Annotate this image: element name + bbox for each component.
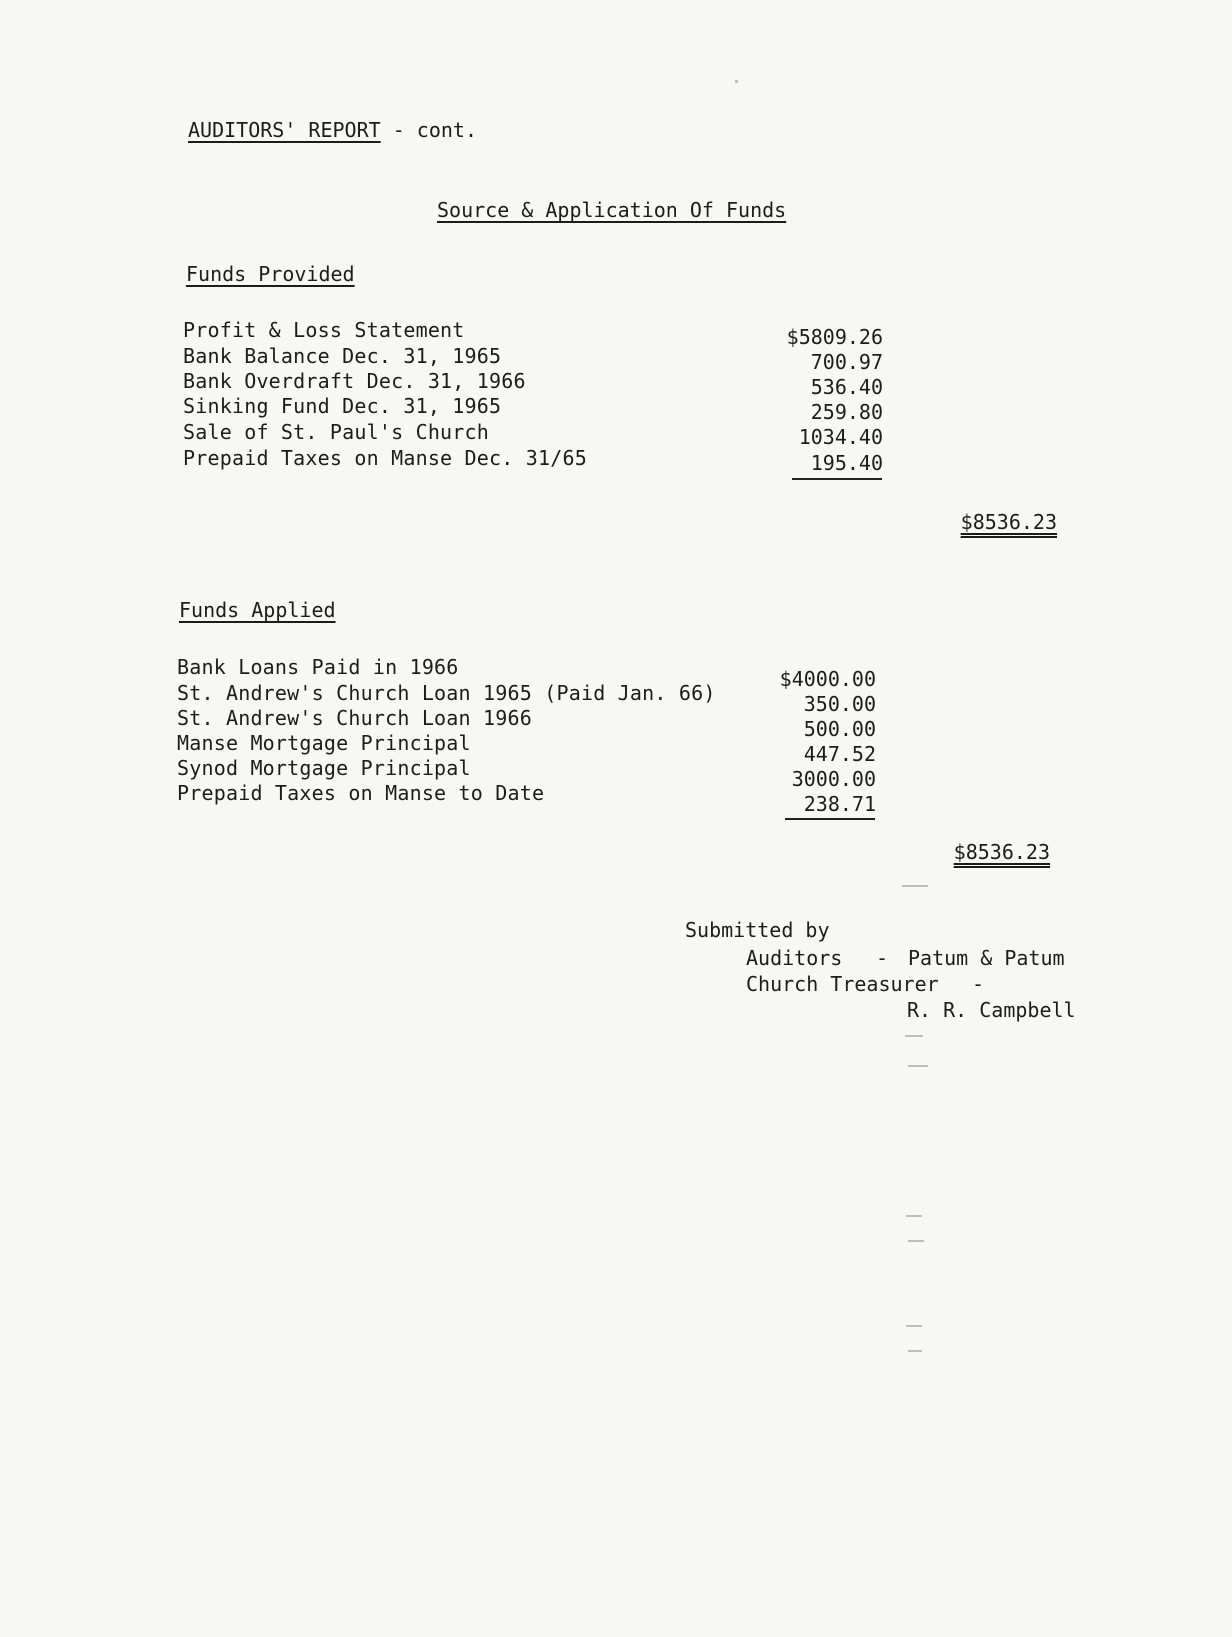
treasurer-name: R. R. Campbell (907, 998, 1076, 1022)
submitted-by: Submitted by (685, 918, 830, 942)
paper-mark (908, 1065, 928, 1067)
funds-applied-row-amount: 500.00 (803, 717, 876, 741)
subtotal-rule (792, 478, 882, 480)
funds-provided-row-amount: 536.40 (810, 375, 883, 399)
paper-mark (735, 80, 738, 83)
auditors-dash: - (876, 946, 889, 970)
funds-applied-row-label: Prepaid Taxes on Manse to Date (177, 781, 545, 805)
funds-provided-heading: Funds Provided (186, 262, 355, 286)
paper-mark (908, 1350, 922, 1352)
funds-applied-row-amount: 3000.00 (791, 767, 876, 791)
paper-mark (902, 885, 928, 887)
funds-provided-row-label: Sinking Fund Dec. 31, 1965 (183, 394, 502, 418)
funds-provided-row-label: Bank Balance Dec. 31, 1965 (183, 344, 502, 368)
funds-applied-heading: Funds Applied (179, 598, 336, 622)
paper-mark (905, 1035, 923, 1037)
funds-applied-row-amount: 238.71 (803, 792, 876, 816)
funds-provided-row-label: Prepaid Taxes on Manse Dec. 31/65 (183, 446, 587, 470)
funds-provided-row-amount: 195.40 (810, 451, 883, 475)
funds-applied-row-label: Manse Mortgage Principal (177, 731, 471, 755)
treasurer-dash: - (972, 972, 985, 996)
funds-provided-row-amount: 1034.40 (798, 425, 883, 449)
funds-provided-row-amount: 259.80 (810, 400, 883, 424)
treasurer-label: Church Treasurer (746, 972, 939, 996)
funds-provided-row-label: Bank Overdraft Dec. 31, 1966 (183, 369, 526, 393)
funds-provided-row-label: Sale of St. Paul's Church (183, 420, 490, 444)
auditors-label: Auditors (746, 946, 843, 970)
funds-applied-row-amount: $4000.00 (779, 667, 876, 691)
funds-provided-total: $8536.23 (960, 510, 1057, 534)
funds-applied-row-label: St. Andrew's Church Loan 1966 (177, 706, 532, 730)
section-title: Source & Application Of Funds (437, 198, 787, 222)
auditors-name: Patum & Patum (908, 946, 1065, 970)
funds-applied-total: $8536.23 (953, 840, 1050, 864)
paper-mark (908, 1240, 924, 1242)
funds-provided-row-amount: 700.97 (810, 350, 883, 374)
funds-provided-row-amount: $5809.26 (786, 325, 883, 349)
funds-applied-row-label: Bank Loans Paid in 1966 (177, 655, 459, 679)
funds-provided-row-label: Profit & Loss Statement (183, 318, 465, 342)
funds-applied-row-amount: 447.52 (803, 742, 876, 766)
paper-mark (906, 1215, 922, 1217)
funds-applied-row-label: Synod Mortgage Principal (177, 756, 471, 780)
paper-mark (906, 1325, 922, 1327)
report-title: AUDITORS' REPORT (188, 118, 381, 142)
report-header (188, 118, 477, 142)
subtotal-rule (785, 818, 875, 820)
report-title-suffix: - cont. (380, 118, 477, 142)
funds-applied-row-label: St. Andrew's Church Loan 1965 (Paid Jan. 66) (177, 681, 716, 705)
funds-applied-row-amount: 350.00 (803, 692, 876, 716)
